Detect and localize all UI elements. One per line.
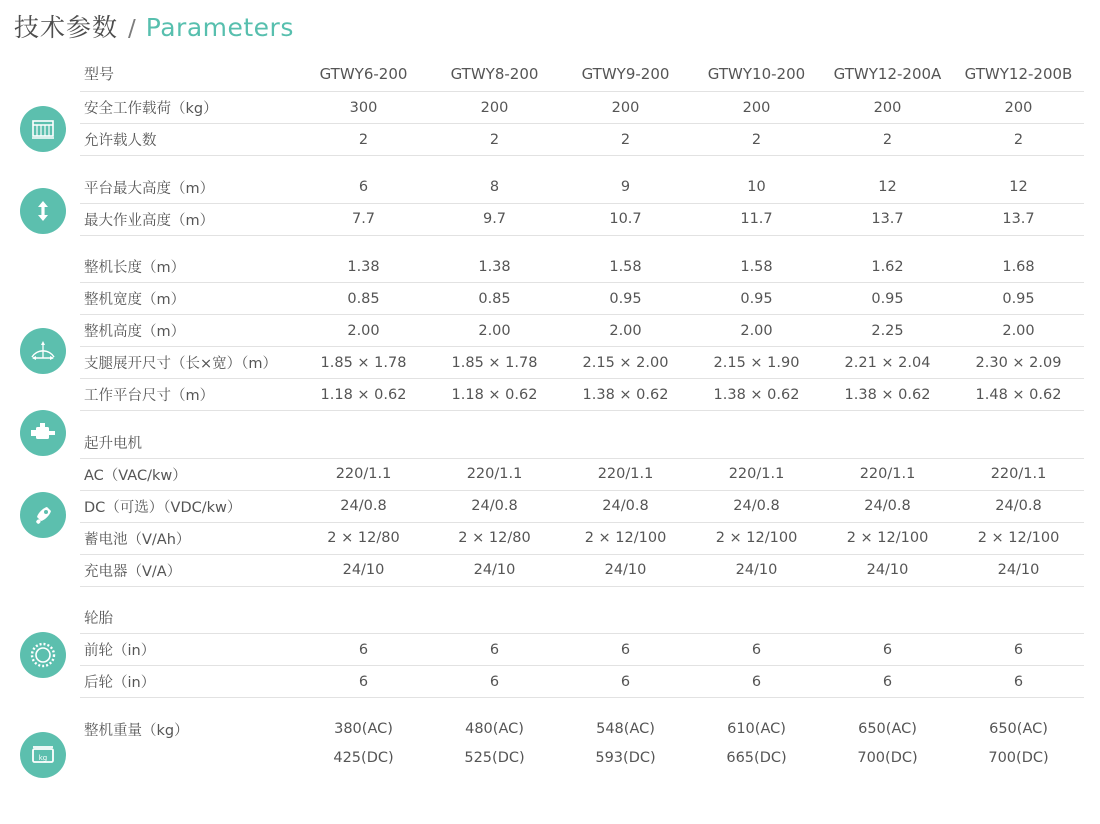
row-value: 24/0.8 [691, 490, 822, 522]
row-value: 2.15 × 2.00 [560, 347, 691, 379]
row-value: 220/1.1 [953, 458, 1084, 490]
table-row [80, 666, 1084, 698]
table-row [80, 714, 1084, 745]
row-value: 12 [822, 172, 953, 204]
table-row [80, 172, 1084, 204]
row-value: 2 [298, 124, 429, 156]
row-value: 24/10 [822, 554, 953, 586]
row-value: 24/0.8 [822, 490, 953, 522]
row-value: 6 [691, 666, 822, 698]
row-value: 220/1.1 [429, 458, 560, 490]
row-value: 24/0.8 [429, 490, 560, 522]
row-value: 9 [560, 172, 691, 204]
row-value: 9.7 [429, 203, 560, 235]
row-value: 220/1.1 [822, 458, 953, 490]
title-separator: / [128, 16, 136, 42]
row-value: 24/10 [691, 554, 822, 586]
icon-column [20, 60, 76, 810]
section-empty [560, 602, 691, 634]
row-value: 0.85 [298, 283, 429, 315]
row-value: 12 [953, 172, 1084, 204]
table-row [80, 554, 1084, 586]
section-empty [953, 602, 1084, 634]
section-empty [560, 427, 691, 459]
row-value: 2.00 [298, 315, 429, 347]
row-label: 支腿展开尺寸（长×宽）（m） [80, 347, 298, 379]
row-label: 充电器（V/A） [80, 554, 298, 586]
row-value: 1.68 [953, 251, 1084, 283]
row-value: 200 [560, 92, 691, 124]
row-label: 允许载人数 [80, 124, 298, 156]
row-value: 11.7 [691, 203, 822, 235]
row-value: 2.21 × 2.04 [822, 347, 953, 379]
row-label: 整机长度（m） [80, 251, 298, 283]
row-value: 24/10 [560, 554, 691, 586]
header-model-1: GTWY6-200 [298, 58, 429, 92]
row-value: 7.7 [298, 203, 429, 235]
row-value: 200 [953, 92, 1084, 124]
table-row [80, 522, 1084, 554]
row-label: 后轮（in） [80, 666, 298, 698]
row-value: 0.85 [429, 283, 560, 315]
row-value: 0.95 [691, 283, 822, 315]
height-arrow-icon [20, 188, 66, 234]
row-value: 548(AC) [596, 721, 655, 737]
group-spacer [80, 235, 1084, 251]
row-value: 2 × 12/100 [560, 522, 691, 554]
row-value: 24/0.8 [298, 490, 429, 522]
row-value: 700(DC) [988, 749, 1049, 766]
row-value: 6 [560, 634, 691, 666]
section-empty [298, 602, 429, 634]
table-row [80, 92, 1084, 124]
row-value: 2 × 12/100 [691, 522, 822, 554]
row-value: 2.30 × 2.09 [953, 347, 1084, 379]
section-empty [822, 427, 953, 459]
row-value: 425(DC) [333, 749, 394, 766]
row-value: 0.95 [953, 283, 1084, 315]
row-label: 平台最大高度（m） [80, 172, 298, 204]
row-label: 整机重量（kg） [84, 722, 189, 739]
row-value: 6 [429, 666, 560, 698]
table-row [80, 203, 1084, 235]
row-value: 10.7 [560, 203, 691, 235]
table-section-row [80, 602, 1084, 634]
tire-icon [20, 632, 66, 678]
row-value: 2.25 [822, 315, 953, 347]
row-value: 1.48 × 0.62 [953, 379, 1084, 411]
row-label: 工作平台尺寸（m） [80, 379, 298, 411]
row-value: 2 [822, 124, 953, 156]
page-title-cn: 技术参数 [14, 13, 119, 42]
battery-rocket-icon [20, 492, 66, 538]
row-value: 6 [691, 634, 822, 666]
table-header-row [80, 58, 1084, 92]
row-label: 整机高度（m） [80, 315, 298, 347]
platform-icon [20, 106, 66, 152]
section-empty [429, 427, 560, 459]
row-value: 6 [429, 634, 560, 666]
row-value: 6 [298, 666, 429, 698]
header-model-6: GTWY12-200B [953, 58, 1084, 92]
page-title [14, 8, 294, 44]
table-row [80, 634, 1084, 666]
row-value: 1.58 [691, 251, 822, 283]
row-label: 最大作业高度（m） [80, 203, 298, 235]
weight-kg-icon [20, 732, 66, 778]
row-value: 6 [560, 666, 691, 698]
row-value: 6 [298, 172, 429, 204]
row-value: 2.00 [953, 315, 1084, 347]
row-value: 6 [822, 666, 953, 698]
row-label: 安全工作载荷（kg） [80, 92, 298, 124]
row-value: 2.00 [560, 315, 691, 347]
row-value: 2 × 12/100 [822, 522, 953, 554]
row-value: 650(AC) [989, 721, 1048, 737]
row-label: DC（可选）（VDC/kw） [80, 490, 298, 522]
row-value: 6 [298, 634, 429, 666]
row-value: 1.38 [429, 251, 560, 283]
row-value: 700(DC) [857, 749, 918, 766]
section-empty [298, 427, 429, 459]
row-value: 2 × 12/80 [429, 522, 560, 554]
dimensions-icon [20, 328, 66, 374]
header-model-4: GTWY10-200 [691, 58, 822, 92]
row-value: 200 [429, 92, 560, 124]
row-value: 13.7 [953, 203, 1084, 235]
table-row [80, 124, 1084, 156]
row-value: 24/10 [429, 554, 560, 586]
row-value: 2.00 [429, 315, 560, 347]
row-value: 24/0.8 [953, 490, 1084, 522]
row-value: 1.38 [298, 251, 429, 283]
row-value: 650(AC) [858, 721, 917, 737]
row-value: 220/1.1 [691, 458, 822, 490]
section-empty [691, 427, 822, 459]
section-label: 起升电机 [80, 427, 298, 459]
group-spacer [80, 698, 1084, 714]
row-value: 1.18 × 0.62 [429, 379, 560, 411]
row-label: AC（VAC/kw） [80, 458, 298, 490]
section-empty [691, 602, 822, 634]
section-empty [822, 602, 953, 634]
row-value: 1.85 × 1.78 [429, 347, 560, 379]
table-row [80, 490, 1084, 522]
table-row [80, 315, 1084, 347]
row-value: 380(AC) [334, 721, 393, 737]
row-value: 2 [560, 124, 691, 156]
row-value: 220/1.1 [560, 458, 691, 490]
header-model-2: GTWY8-200 [429, 58, 560, 92]
row-label [80, 745, 298, 771]
row-label: 蓄电池（V/Ah） [80, 522, 298, 554]
row-value: 2.15 × 1.90 [691, 347, 822, 379]
section-empty [953, 427, 1084, 459]
row-value: 2 [429, 124, 560, 156]
motor-icon [20, 410, 66, 456]
row-value: 480(AC) [465, 721, 524, 737]
row-value: 1.18 × 0.62 [298, 379, 429, 411]
row-value: 24/10 [298, 554, 429, 586]
row-value: 6 [953, 634, 1084, 666]
row-value: 1.38 × 0.62 [822, 379, 953, 411]
row-value: 2 [691, 124, 822, 156]
row-value: 8 [429, 172, 560, 204]
row-value: 200 [691, 92, 822, 124]
table-section-row [80, 427, 1084, 459]
header-label: 型号 [80, 58, 298, 92]
row-value: 1.38 × 0.62 [691, 379, 822, 411]
parameters-table [80, 58, 1084, 771]
group-spacer [80, 156, 1084, 172]
row-value: 2 × 12/80 [298, 522, 429, 554]
row-value: 2 × 12/100 [953, 522, 1084, 554]
group-spacer [80, 411, 1084, 427]
row-value: 1.85 × 1.78 [298, 347, 429, 379]
row-value: 2.00 [691, 315, 822, 347]
header-model-5: GTWY12-200A [822, 58, 953, 92]
table-row [80, 347, 1084, 379]
row-value: 610(AC) [727, 721, 786, 737]
row-value: 2 [953, 124, 1084, 156]
row-value: 10 [691, 172, 822, 204]
row-value: 6 [822, 634, 953, 666]
table-row [80, 379, 1084, 411]
row-value: 1.38 × 0.62 [560, 379, 691, 411]
table-row [80, 745, 1084, 771]
row-value: 300 [298, 92, 429, 124]
row-value: 1.58 [560, 251, 691, 283]
page-title-en: Parameters [145, 13, 294, 42]
row-value: 24/10 [953, 554, 1084, 586]
table-row [80, 458, 1084, 490]
row-label: 整机宽度（m） [80, 283, 298, 315]
section-label: 轮胎 [80, 602, 298, 634]
row-label: 前轮（in） [80, 634, 298, 666]
table-row [80, 283, 1084, 315]
row-value: 525(DC) [464, 749, 525, 766]
row-value: 200 [822, 92, 953, 124]
row-value: 0.95 [822, 283, 953, 315]
group-spacer [80, 586, 1084, 602]
section-empty [429, 602, 560, 634]
row-value: 593(DC) [595, 749, 656, 766]
row-value: 1.62 [822, 251, 953, 283]
svg-text:kg: kg [38, 754, 48, 762]
row-value: 6 [953, 666, 1084, 698]
row-value: 0.95 [560, 283, 691, 315]
row-value: 13.7 [822, 203, 953, 235]
row-value: 24/0.8 [560, 490, 691, 522]
header-model-3: GTWY9-200 [560, 58, 691, 92]
row-value: 665(DC) [726, 749, 787, 766]
row-value: 220/1.1 [298, 458, 429, 490]
table-row [80, 251, 1084, 283]
